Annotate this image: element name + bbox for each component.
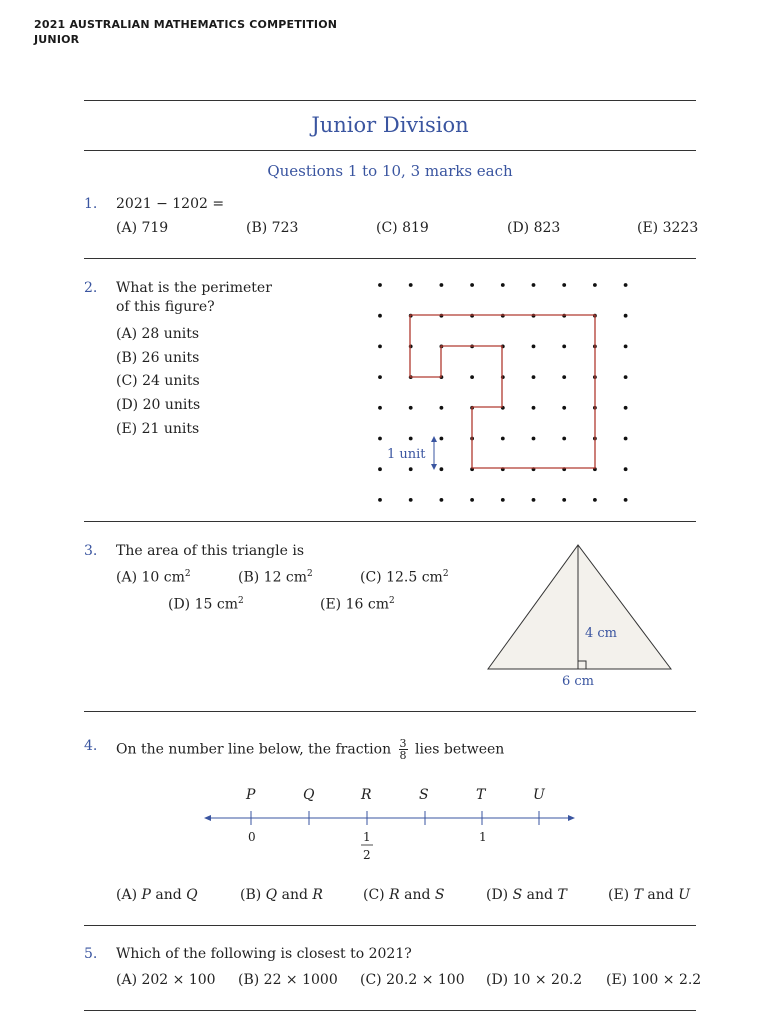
question-text: The area of this triangle is bbox=[116, 543, 305, 559]
question-text: 2021 − 1202 = bbox=[116, 196, 225, 212]
grid-dot bbox=[409, 437, 413, 441]
grid-dot bbox=[562, 375, 566, 379]
answer-option: (B) 26 units bbox=[116, 350, 200, 366]
point-label: Q bbox=[303, 787, 315, 803]
number-line-values bbox=[248, 830, 487, 862]
question-number: 1. bbox=[84, 196, 98, 212]
grid-dot bbox=[440, 406, 444, 410]
grid-dot bbox=[532, 498, 536, 502]
grid-dot bbox=[562, 345, 566, 349]
answer-option: (C) 20.2 × 100 bbox=[360, 972, 465, 988]
answer-option: (A) 719 bbox=[116, 220, 169, 236]
grid-dot bbox=[470, 375, 474, 379]
point-label: T bbox=[476, 787, 486, 803]
grid-dot bbox=[378, 467, 382, 471]
grid-dot bbox=[378, 375, 382, 379]
grid-dot bbox=[562, 437, 566, 441]
page-title: Junior Division bbox=[311, 113, 469, 137]
answer-option: (E) T and U bbox=[608, 887, 690, 903]
grid-dot bbox=[440, 467, 444, 471]
grid-dot bbox=[378, 314, 382, 318]
grid-dot bbox=[378, 406, 382, 410]
grid-dot bbox=[624, 437, 628, 441]
dot-grid bbox=[378, 283, 627, 502]
grid-dot bbox=[470, 498, 474, 502]
answer-option: (B) Q and R bbox=[240, 887, 323, 903]
grid-dot bbox=[378, 345, 382, 349]
grid-dot bbox=[532, 283, 536, 287]
answer-option: (B) 12 $cm^2$ bbox=[238, 569, 313, 586]
height-label: 4 cm bbox=[585, 626, 618, 641]
grid-dot bbox=[593, 498, 597, 502]
answer-option: (A) 10 $cm^2$ bbox=[116, 569, 191, 586]
base-label: 6 cm bbox=[562, 674, 595, 689]
answer-option: (C) 12.5 $cm^2$ bbox=[360, 569, 449, 586]
division-header: JUNIOR bbox=[34, 33, 80, 46]
unit-label: 1 unit bbox=[387, 447, 426, 462]
question-text: of this figure? bbox=[116, 299, 215, 315]
grid-dot bbox=[562, 283, 566, 287]
grid-dot bbox=[624, 406, 628, 410]
grid-dot bbox=[501, 283, 505, 287]
section-subtitle: Questions 1 to 10, 3 marks each bbox=[267, 162, 513, 180]
grid-dot bbox=[409, 498, 413, 502]
point-label: U bbox=[533, 787, 545, 803]
grid-dot bbox=[409, 283, 413, 287]
answer-option: (A) 202 × 100 bbox=[116, 972, 216, 988]
tick-value: 1 bbox=[363, 830, 371, 844]
grid-dot bbox=[470, 283, 474, 287]
question-text: On the number line below, the fraction $\frac{3}{8}$ lies between bbox=[116, 737, 505, 762]
grid-dot bbox=[624, 498, 628, 502]
grid-dot bbox=[624, 314, 628, 318]
answer-option: (A) 28 units bbox=[116, 326, 200, 342]
answer-option: (D) 10 × 20.2 bbox=[486, 972, 583, 988]
grid-dot bbox=[378, 437, 382, 441]
grid-dot bbox=[562, 406, 566, 410]
answer-option: (B) 22 × 1000 bbox=[238, 972, 338, 988]
question-text: Which of the following is closest to 2021? bbox=[116, 946, 412, 962]
tick-value: 0 bbox=[248, 830, 256, 844]
grid-dot bbox=[440, 437, 444, 441]
grid-dot bbox=[378, 498, 382, 502]
grid-dot bbox=[562, 498, 566, 502]
question-number: 4. bbox=[84, 738, 98, 754]
answer-option: (C) R and S bbox=[363, 887, 445, 903]
point-label: R bbox=[361, 787, 372, 803]
answer-option: (D) 15 $cm^2$ bbox=[168, 596, 244, 613]
grid-dot bbox=[624, 283, 628, 287]
question-number: 3. bbox=[84, 543, 98, 559]
grid-dot bbox=[532, 406, 536, 410]
triangle bbox=[488, 545, 671, 669]
answer-option: (E) 100 × 2.2 bbox=[606, 972, 702, 988]
grid-dot bbox=[378, 283, 382, 287]
answer-option: (B) 723 bbox=[246, 220, 299, 236]
answer-option: (D) 823 bbox=[507, 220, 561, 236]
grid-dot bbox=[532, 437, 536, 441]
tick-value: 1 bbox=[479, 830, 487, 844]
number-line-point-labels bbox=[245, 787, 546, 803]
answer-option: (A) P and Q bbox=[116, 887, 198, 903]
grid-dot bbox=[624, 467, 628, 471]
answer-option: (E) 16 $cm^2$ bbox=[320, 596, 395, 613]
grid-dot bbox=[440, 283, 444, 287]
answer-option: (C) 819 bbox=[376, 220, 429, 236]
point-label: S bbox=[419, 787, 429, 803]
grid-dot bbox=[593, 283, 597, 287]
grid-dot bbox=[501, 437, 505, 441]
answer-option: (C) 24 units bbox=[116, 373, 200, 389]
grid-dot bbox=[624, 375, 628, 379]
answer-option: (D) S and T bbox=[486, 887, 567, 903]
grid-dot bbox=[440, 498, 444, 502]
grid-dot bbox=[409, 467, 413, 471]
answer-option: (D) 20 units bbox=[116, 397, 201, 413]
fraction: $\frac{3}{8}$ bbox=[399, 737, 407, 762]
competition-header: 2021 AUSTRALIAN MATHEMATICS COMPETITION bbox=[34, 18, 338, 31]
answer-option: (E) 21 units bbox=[116, 421, 200, 437]
grid-dot bbox=[409, 406, 413, 410]
question-number: 5. bbox=[84, 946, 98, 962]
unit-indicator bbox=[431, 436, 437, 470]
grid-dot bbox=[532, 375, 536, 379]
answer-option: (E) 3223 bbox=[637, 220, 699, 236]
perimeter-figure bbox=[410, 315, 595, 468]
number-line bbox=[204, 815, 575, 821]
tick-value: 2 bbox=[363, 848, 371, 862]
question-text: What is the perimeter bbox=[116, 280, 272, 296]
question-number: 2. bbox=[84, 280, 98, 296]
grid-dot bbox=[501, 498, 505, 502]
grid-dot bbox=[624, 345, 628, 349]
grid-dot bbox=[532, 345, 536, 349]
point-label: P bbox=[246, 787, 256, 803]
